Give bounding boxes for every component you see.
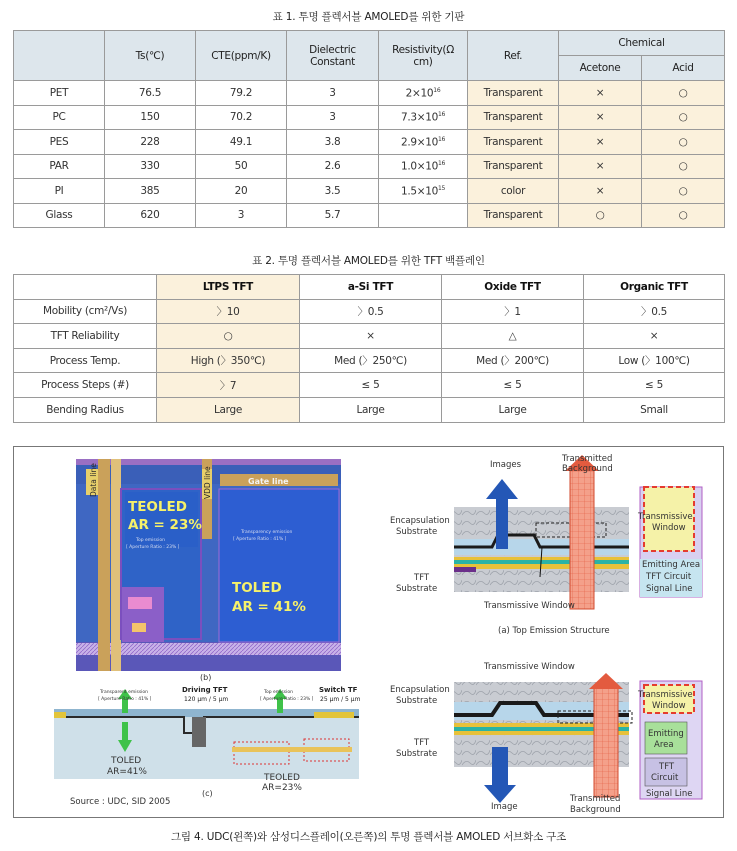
ref-cell: [468, 154, 559, 179]
ref-cell: [468, 203, 559, 228]
resistivity-exponent: 15: [438, 184, 446, 192]
resistivity-cell: [379, 105, 468, 130]
switch-tft-label: Switch TF: [319, 686, 358, 694]
switch-tft-size: 25 μm / 5 μm: [320, 696, 361, 703]
emitting2-label-1: Emitting: [648, 729, 684, 739]
tft-value-cell: Med (〉200℃): [442, 348, 584, 373]
tft2-label-1: TFT: [414, 738, 430, 748]
dielectric-cell: [287, 105, 379, 130]
tft-value-cell: Large: [300, 397, 442, 422]
acid-cell-text: ○: [678, 86, 688, 99]
gate-line-label: Gate line: [248, 477, 289, 486]
substrate-row: [14, 154, 725, 179]
signal-line2-label: Signal Line: [646, 789, 693, 799]
encapsulation-label-2: Substrate: [396, 527, 438, 537]
tft-backplane-table: [13, 274, 725, 423]
material-cell-text: PAR: [49, 160, 69, 173]
ts-cell: [105, 203, 196, 228]
transparency-note: Transparency emission: [241, 530, 293, 535]
acetone-cell-text: ×: [595, 86, 605, 99]
dielectric-cell-text: 2.6: [324, 160, 341, 173]
substrate-row: [14, 203, 725, 228]
cte-cell-text: 49.1: [229, 135, 253, 148]
encapsulation-label-1: Encapsulation: [390, 516, 450, 526]
subpixel-structure-figure: [13, 446, 724, 818]
layout-image-b: [76, 459, 341, 682]
cte-cell-text: 50: [234, 160, 248, 173]
tft-value-cell: ×: [584, 324, 725, 349]
ref-cell-text: Transparent: [483, 86, 543, 99]
tw-box-label-1: Transmissive: [638, 512, 693, 522]
material-cell: [14, 179, 105, 204]
tft-value-cell: 〉0.5: [584, 299, 725, 324]
teoled-ar: AR = 23%: [128, 517, 202, 533]
header-dielectric: [287, 31, 379, 81]
tft-circuit-label: TFT Circuit: [646, 572, 692, 582]
ref-cell-text: Transparent: [483, 209, 543, 222]
dielectric-cell-text: 5.7: [324, 209, 341, 222]
ts-cell: [105, 154, 196, 179]
driving-tft-label: Driving TFT: [182, 686, 228, 694]
table2-caption: 표 2. 투명 플렉서블 AMOLED를 위한 TFT 백플레인: [252, 255, 485, 267]
bottom-structure: [390, 662, 702, 815]
material-cell-text: PES: [49, 135, 69, 148]
acetone-cell: [559, 81, 642, 106]
transmitted2-label-1: Transmitted: [570, 794, 621, 804]
acid-cell: [642, 179, 725, 204]
resistivity-cell: [379, 154, 468, 179]
header-material: [14, 31, 105, 81]
image-label: Image: [491, 802, 518, 812]
tft-label-2: Substrate: [396, 584, 438, 594]
dielectric-cell-text: 3.5: [324, 184, 341, 197]
source-note: Source : UDC, SID 2005: [70, 797, 171, 807]
tft-value-cell: Large: [442, 397, 584, 422]
tw-box-label-2: Window: [652, 523, 686, 533]
data-line-label: Data line: [89, 463, 98, 497]
toled-ar: AR = 41%: [232, 599, 306, 615]
t2-header-asi: a-Si TFT: [300, 275, 442, 300]
ref-cell-text: color: [500, 184, 526, 197]
resistivity-exponent: 16: [438, 160, 446, 167]
header-acid: Acid: [642, 56, 725, 81]
cte-cell: [196, 81, 287, 106]
ref-cell-text: Transparent: [483, 160, 543, 173]
transmitted-bg-label-2: Background: [562, 464, 613, 474]
ref-cell: [468, 105, 559, 130]
transmitted-arrow-b: [594, 687, 618, 797]
resistivity-cell: [379, 179, 468, 204]
tft-row: [14, 373, 725, 398]
emitting-area-label: Emitting Area: [642, 560, 701, 570]
tft-circuit2-label-1: TFT: [659, 762, 675, 772]
resistivity-cell: [379, 81, 468, 106]
transmissive-window-label: Transmissive Window: [484, 601, 575, 611]
header-ref: Ref.: [468, 31, 559, 81]
header-chemical: Chemical: [559, 31, 725, 56]
figure-caption: 그림 4. UDC(왼쪽)와 삼성디스플레이(오른쪽)의 투명 플렉서블 AMOLED 서브화소 구조: [170, 831, 567, 843]
header-resistivity: [379, 31, 468, 81]
dielectric-cell-text: 3: [329, 111, 336, 124]
acid-cell-text: ○: [678, 135, 688, 148]
emitting2-label-2: Area: [654, 740, 674, 750]
top-ratio-label-2: [ Aperture Ratio : 23% ]: [260, 697, 314, 702]
ts-cell: [105, 130, 196, 155]
tft-value-cell: ○: [157, 324, 300, 349]
acid-cell-text: ○: [678, 160, 688, 173]
material-cell-text: PI: [54, 184, 64, 197]
substrate-row: [14, 179, 725, 204]
tft-value-cell: High (〉350℃): [157, 348, 300, 373]
caption-a: (a) Top Emission Structure: [498, 626, 610, 636]
material-cell: [14, 154, 105, 179]
tft-row-label: Process Steps (#): [14, 373, 157, 398]
images-label: Images: [490, 460, 522, 470]
transparent-ratio-label: [ Aperture Ratio : 41% ]: [98, 697, 152, 702]
acetone-cell: [559, 105, 642, 130]
dielectric-cell: [287, 203, 379, 228]
acetone-cell: [559, 203, 642, 228]
ts-cell-text: 228: [140, 135, 160, 148]
tft-value-cell: Med (〉250℃): [300, 348, 442, 373]
tft-row-label: Bending Radius: [14, 397, 157, 422]
acid-cell: [642, 203, 725, 228]
tft-value-cell: 〉10: [157, 299, 300, 324]
material-cell: [14, 203, 105, 228]
tft-value-cell: 〉0.5: [300, 299, 442, 324]
acid-cell-text: ○: [678, 209, 688, 222]
resistivity-cell: [379, 203, 468, 228]
top-emission-note: Top emission: [136, 538, 165, 543]
cte-cell-text: 70.2: [229, 111, 253, 124]
tft-value-cell: ×: [300, 324, 442, 349]
tft-value-cell: 〉7: [157, 373, 300, 398]
acetone-cell: [559, 130, 642, 155]
cte-cell-text: 3: [237, 209, 245, 222]
top-emission-structure: [390, 454, 702, 636]
ts-cell-text: 620: [140, 209, 160, 222]
tft-row: [14, 299, 725, 324]
teoled-bottom-ar: AR=23%: [262, 783, 302, 793]
material-cell-text: PC: [52, 111, 66, 124]
substrate-table-body: [14, 81, 725, 228]
material-cell-text: Glass: [45, 209, 73, 222]
header-dielectric-line2: Constant: [310, 55, 355, 68]
toled-label: TOLED: [232, 580, 282, 596]
tft-value-cell: Small: [584, 397, 725, 422]
cte-cell-text: 20: [234, 184, 248, 197]
tft-label-1: TFT: [414, 573, 430, 583]
cte-cell-text: 79.2: [229, 86, 253, 99]
resistivity-cell: [379, 130, 468, 155]
label-c: (c): [202, 789, 213, 798]
table1-caption: 표 1. 투명 플렉서블 AMOLED를 위한 기판: [272, 11, 465, 23]
acid-cell: [642, 154, 725, 179]
tft-value-cell: ≤ 5: [584, 373, 725, 398]
cte-cell: [196, 154, 287, 179]
header-dielectric-line1: Dielectric: [309, 43, 356, 56]
tw-box2-label-1: Transmissive: [638, 690, 693, 700]
tft-value-cell: ≤ 5: [442, 373, 584, 398]
figure-drawing: [14, 447, 725, 819]
ts-cell: [105, 105, 196, 130]
ts-cell-text: 76.5: [138, 86, 162, 99]
data-line-strip: [98, 459, 110, 671]
t2-header-oxide: Oxide TFT: [442, 275, 584, 300]
cross-section-c: [54, 686, 361, 807]
t2-header-ltps: LTPS TFT: [157, 275, 300, 300]
material-cell: [14, 81, 105, 106]
acetone-cell-text: ×: [595, 160, 605, 173]
header-acetone: Acetone: [559, 56, 642, 81]
transparency-ratio-note: [ Aperture Ratio : 41% ]: [233, 537, 287, 542]
t2-header-organic: Organic TFT: [584, 275, 725, 300]
tft-row: [14, 397, 725, 422]
dielectric-cell: [287, 130, 379, 155]
ref-cell: [468, 179, 559, 204]
ts-cell: [105, 179, 196, 204]
tft-row: [14, 324, 725, 349]
ts-cell-text: 150: [140, 111, 160, 124]
acetone-cell: [559, 179, 642, 204]
tft-value-cell: Low (〉100℃): [584, 348, 725, 373]
cte-cell: [196, 179, 287, 204]
acid-cell: [642, 105, 725, 130]
resistivity-cell-text: 2.9×10: [400, 136, 438, 148]
tft-row-label: Process Temp.: [14, 348, 157, 373]
vdd-line-label: VDD line: [203, 466, 212, 499]
top-emission-label-2: Top emission: [264, 690, 293, 695]
ts-cell: [105, 81, 196, 106]
substrate-row: [14, 130, 725, 155]
signal-line-label: Signal Line: [646, 584, 693, 594]
substrate-row: [14, 105, 725, 130]
dielectric-cell: [287, 154, 379, 179]
header-resistivity-line1: Resistivity(Ω: [392, 43, 454, 56]
transmitted-bg-label-1: Transmitted: [562, 454, 613, 464]
transmitted-arrow-a: [570, 469, 594, 609]
ref-cell: [468, 130, 559, 155]
cte-cell: [196, 203, 287, 228]
substrate-table: [13, 30, 725, 228]
header-resistivity-line2: cm): [413, 55, 433, 68]
ts-cell-text: 385: [140, 184, 160, 197]
acetone-cell-text: ×: [595, 135, 605, 148]
header-ts: Ts(℃): [105, 31, 196, 81]
cte-cell: [196, 130, 287, 155]
toled-bottom-ar: AR=41%: [107, 767, 147, 777]
encapsulation2-label-2: Substrate: [396, 696, 438, 706]
resistivity-exponent: 16: [433, 86, 441, 94]
tft2-label-2: Substrate: [396, 749, 438, 759]
acetone-cell-text: ×: [595, 111, 605, 124]
ref-cell-text: Transparent: [483, 135, 543, 148]
acetone-cell-text: ×: [595, 184, 605, 197]
encapsulation2-label-1: Encapsulation: [390, 685, 450, 695]
transmitted2-label-2: Background: [570, 805, 621, 815]
header-cte: CTE(ppm/K): [196, 31, 287, 81]
top-emission-ratio-note: [ Aperture Ratio : 23% ]: [126, 545, 180, 550]
teoled-label: TEOLED: [128, 499, 187, 515]
substrate-row: [14, 81, 725, 106]
acetone-cell: [559, 154, 642, 179]
dielectric-cell: [287, 81, 379, 106]
tft-value-cell: ≤ 5: [300, 373, 442, 398]
transparent-emission-label: Transparent emission: [100, 690, 149, 695]
resistivity-cell-text: 1.5×10: [400, 185, 438, 197]
resistivity-cell-text: 7.3×10: [400, 111, 438, 124]
ref-cell-text: Transparent: [483, 111, 543, 124]
tft-value-cell: △: [442, 324, 584, 349]
acetone-cell-text: ○: [595, 209, 605, 222]
acid-cell-text: ○: [678, 184, 688, 197]
resistivity-exponent: 16: [438, 135, 446, 143]
resistivity-cell-text: 1.0×10: [400, 160, 438, 173]
tft-value-cell: Large: [157, 397, 300, 422]
transmissive-window-label-2: Transmissive Window: [484, 662, 575, 672]
cte-cell: [196, 105, 287, 130]
material-cell: [14, 130, 105, 155]
ref-cell: [468, 81, 559, 106]
resistivity-exponent: 16: [438, 111, 446, 118]
material-cell-text: PET: [49, 86, 69, 99]
driving-tft-size: 120 μm / 5 μm: [184, 696, 229, 703]
tft-row: [14, 348, 725, 373]
material-cell: [14, 105, 105, 130]
toled-bottom-label: TOLED: [111, 756, 142, 766]
acid-cell: [642, 81, 725, 106]
acid-cell: [642, 130, 725, 155]
label-b: (b): [200, 673, 212, 682]
dielectric-cell-text: 3.8: [324, 135, 341, 148]
dielectric-cell: [287, 179, 379, 204]
tft-value-cell: 〉1: [442, 299, 584, 324]
t2-header-empty: [14, 275, 157, 300]
tft-row-label: TFT Reliability: [14, 324, 157, 349]
tft-circuit2-label-2: Circuit: [651, 773, 679, 783]
teoled-bottom-label: TEOLED: [264, 773, 300, 783]
resistivity-cell-text: 2×10: [405, 87, 434, 99]
tft-row-label: Mobility (cm²/Vs): [14, 299, 157, 324]
ts-cell-text: 330: [140, 160, 160, 173]
tft-backplane-table-body: [14, 299, 725, 422]
acid-cell-text: ○: [678, 111, 688, 124]
dielectric-cell-text: 3: [329, 86, 336, 99]
tw-box2-label-2: Window: [652, 701, 686, 711]
